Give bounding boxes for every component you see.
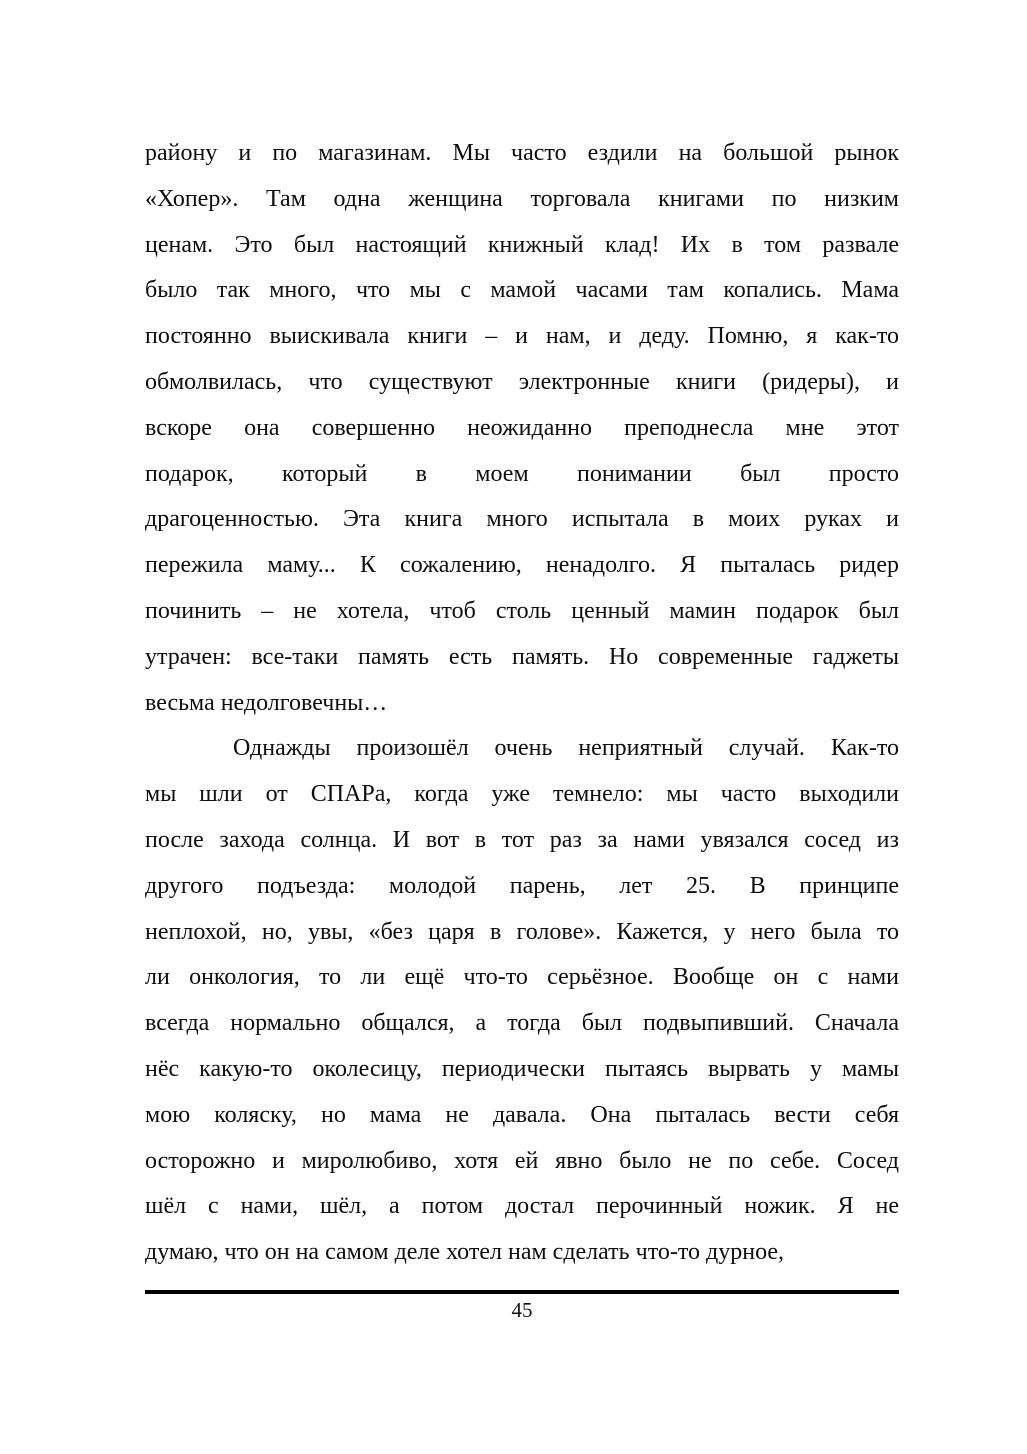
text-line: другого подъезда: молодой парень, лет 25. В принципе (145, 872, 899, 899)
text-line: мы шли от СПАРа, когда уже темнело: мы часто выходили (145, 781, 899, 808)
text-line: всегда нормально общался, а тогда был подвыпивший. Сначала (145, 1010, 899, 1037)
text-line: починить – не хотела, чтоб столь ценный мамин подарок был (145, 597, 899, 624)
page-text (145, 131, 899, 1276)
text-line: району и по магазинам. Мы часто ездили на большой рынок (145, 140, 899, 166)
text-line: после захода солнца. И вот в тот раз за нами увязался сосед из (145, 826, 899, 853)
text-line: ли онкология, то ли ещё что-то серьёзное. Вообще он с нами (145, 964, 899, 991)
text-line: шёл с нами, шёл, а потом достал перочинный ножик. Я не (145, 1193, 899, 1220)
text-line: «Хопер». Там одна женщина торговала книгами по низким (145, 185, 899, 212)
text-line: было так много, что мы с мамой часами там копались. Мама (145, 277, 899, 304)
text-line: вскоре она совершенно неожиданно преподнесла мне этот (145, 414, 899, 441)
page-number: 45 (511, 1298, 533, 1322)
text-line: драгоценностью. Эта книга много испытала в моих руках и (145, 506, 899, 533)
text-line: мою коляску, но мама не давала. Она пыталась вести себя (145, 1101, 899, 1128)
text-line: весьма недолговечны… (145, 689, 388, 716)
text-line: осторожно и миролюбиво, хотя ей явно было не по себе. Сосед (145, 1147, 899, 1174)
text-line: утрачен: все-таки память есть память. Но современные гаджеты (145, 643, 899, 670)
text-line: нёс какую-то околесицу, периодически пытаясь вырвать у мамы (145, 1055, 899, 1082)
text-line: ценам. Это был настоящий книжный клад! Их в том развале (145, 231, 899, 258)
text-line: думаю, что он на самом деле хотел нам сделать что-то дурное, (145, 1239, 785, 1266)
footer-rule (145, 1290, 899, 1294)
text-line: пережила маму... К сожалению, ненадолго. Я пыталась ридер (145, 552, 899, 579)
text-line: неплохой, но, увы, «без царя в голове». Кажется, у него была то (145, 918, 899, 945)
text-line: обмолвилась, что существуют электронные книги (ридеры), и (145, 368, 899, 395)
text-line: Однажды произошёл очень неприятный случай. Как-то (233, 735, 899, 762)
text-line: подарок, который в моем понимании был просто (145, 460, 899, 487)
text-line: постоянно выискивала книги – и нам, и деду. Помню, я как-то (145, 323, 899, 350)
